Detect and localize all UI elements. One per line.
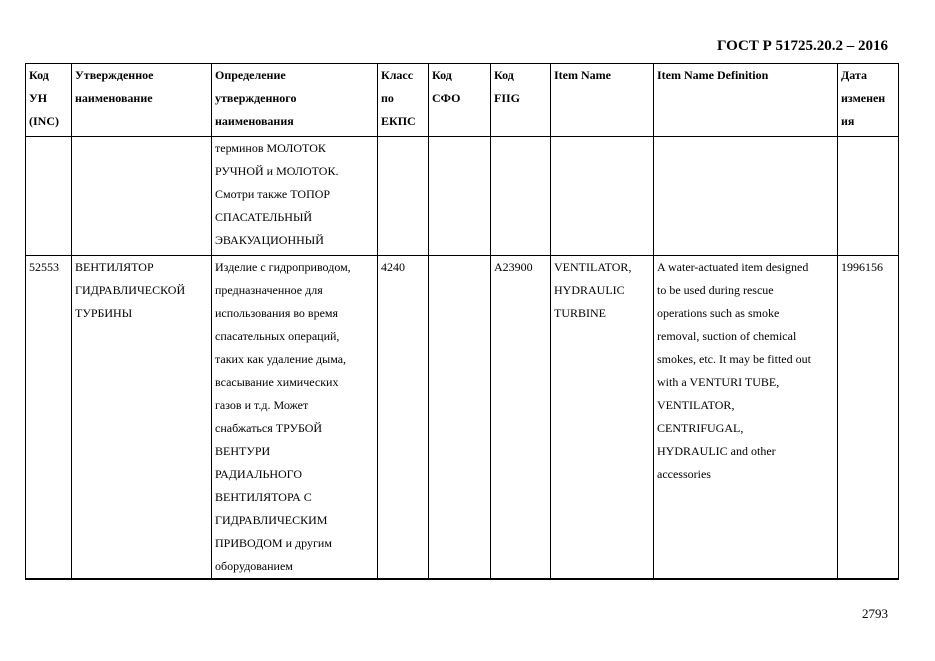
cell-line: operations such as smoke (657, 306, 780, 320)
cell-line: ВЕНТУРИ (215, 444, 271, 458)
catalog-table (25, 63, 899, 580)
item-name-cell (551, 256, 654, 580)
header-line: Определение (215, 68, 286, 82)
cell-line: РАДИАЛЬНОГО (215, 467, 302, 481)
page-number: 2793 (862, 606, 888, 621)
cell-line: CENTRIFUGAL, (657, 421, 744, 435)
document-header: ГОСТ Р 51725.20.2 – 2016 (716, 38, 888, 54)
approved-name-header (72, 64, 212, 137)
cell-line: 52553 (29, 260, 59, 274)
header-line: Дата (841, 68, 867, 82)
class-cell (378, 256, 429, 580)
cell-line: РУЧНОЙ и МОЛОТОК. (215, 164, 339, 178)
header-line: наименование (75, 91, 153, 105)
cell-line: removal, suction of chemical (657, 329, 797, 343)
date-cell (838, 137, 899, 256)
class-header (378, 64, 429, 137)
cell-line: использования во время (215, 306, 339, 320)
date-header (838, 64, 899, 137)
fiig-cell (491, 137, 551, 256)
cell-line: терминов МОЛОТОК (215, 141, 326, 155)
cell-line: HYDRAULIC and other (657, 444, 776, 458)
fiig-header (491, 64, 551, 137)
cell-line: ЭВАКУАЦИОННЫЙ (215, 233, 324, 247)
cell-line: to be used during rescue (657, 283, 774, 297)
cell-line: A water-actuated item designed (657, 260, 809, 274)
date-cell (838, 256, 899, 580)
cell-line: smokes, etc. It may be fitted out (657, 352, 811, 366)
header-line: Код (432, 68, 452, 82)
table-header-row (26, 64, 899, 137)
definition-cell (212, 256, 378, 580)
header-line: (INC) (29, 114, 59, 128)
header-line: наименования (215, 114, 294, 128)
cell-line: with a VENTURI TUBE, (657, 375, 780, 389)
item-definition-header (654, 64, 838, 137)
header-line: по (381, 91, 394, 105)
header-line: Item Name Definition (657, 68, 769, 82)
header-line: Код (494, 68, 514, 82)
header-line: FIIG (494, 91, 521, 105)
approved-name-cell (72, 137, 212, 256)
sfo-cell (429, 256, 491, 580)
table-row (26, 256, 899, 580)
header-line: ия (841, 114, 855, 128)
definition-header (212, 64, 378, 137)
header-line: Код (29, 68, 49, 82)
cell-line: 1996156 (841, 260, 883, 274)
cell-line: ВЕНТИЛЯТОР (75, 260, 154, 274)
cell-line: предназначенное для (215, 283, 323, 297)
header-line: Класс (381, 68, 414, 82)
item-definition-cell (654, 137, 838, 256)
cell-line: ГИДРАВЛИЧЕСКИМ (215, 513, 328, 527)
cell-line: ПРИВОДОМ и другим (215, 536, 332, 550)
cell-line: СПАСАТЕЛЬНЫЙ (215, 210, 313, 224)
cell-line: VENTILATOR, (554, 260, 632, 274)
cell-line: газов и т.д. Может (215, 398, 309, 412)
header-line: СФО (432, 91, 461, 105)
item-name-header (551, 64, 654, 137)
inc-cell (26, 256, 72, 580)
cell-line: спасательных операций, (215, 329, 340, 343)
header-line: УН (29, 91, 48, 105)
cell-line: всасывание химических (215, 375, 339, 389)
header-line: Item Name (554, 68, 611, 82)
cell-line: A23900 (494, 260, 533, 274)
cell-line: оборудованием (215, 559, 293, 573)
inc-cell (26, 137, 72, 256)
definition-cell (212, 137, 378, 256)
cell-line: TURBINE (554, 306, 606, 320)
cell-line: VENTILATOR, (657, 398, 735, 412)
cell-line: снабжаться ТРУБОЙ (215, 421, 323, 435)
header-line: утвержденного (215, 91, 297, 105)
sfo-cell (429, 137, 491, 256)
approved-name-cell (72, 256, 212, 580)
cell-line: 4240 (381, 260, 405, 274)
header-line: изменен (841, 91, 886, 105)
item-definition-cell (654, 256, 838, 580)
class-cell (378, 137, 429, 256)
item-name-cell (551, 137, 654, 256)
fiig-cell (491, 256, 551, 580)
cell-line: HYDRAULIC (554, 283, 625, 297)
cell-line: ВЕНТИЛЯТОРА С (215, 490, 312, 504)
table-row (26, 137, 899, 256)
cell-line: Изделие с гидроприводом, (215, 260, 351, 274)
header-line: ЕКПС (381, 114, 416, 128)
cell-line: Смотри также ТОПОР (215, 187, 331, 201)
header-line: Утвержденное (75, 68, 154, 82)
cell-line: ГИДРАВЛИЧЕСКОЙ (75, 283, 186, 297)
cell-line: accessories (657, 467, 711, 481)
cell-line: ТУРБИНЫ (75, 306, 133, 320)
cell-line: таких как удаление дыма, (215, 352, 347, 366)
inc-header (26, 64, 72, 137)
sfo-header (429, 64, 491, 137)
